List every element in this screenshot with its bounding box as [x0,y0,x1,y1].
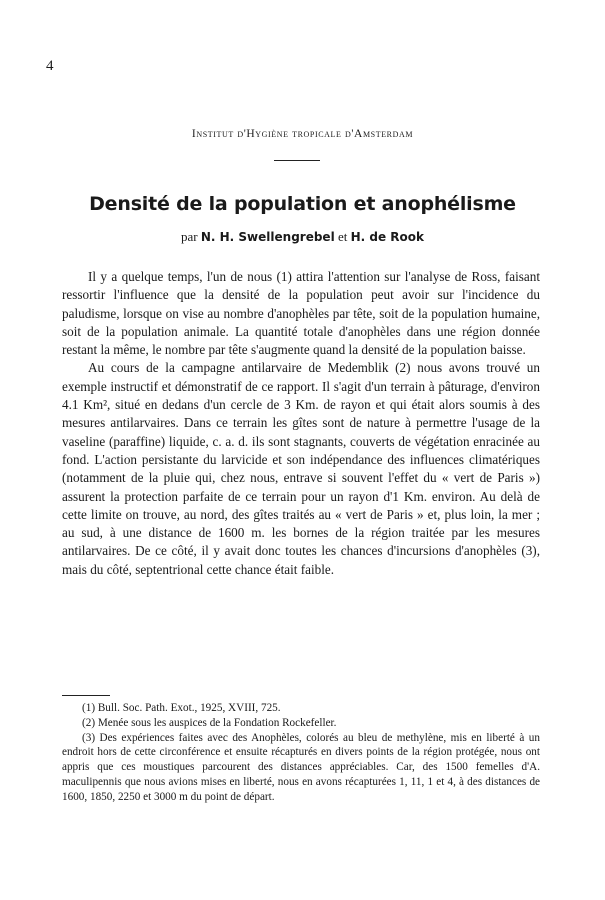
author-2: H. de Rook [350,230,424,244]
footnote: (3) Des expériences faites avec des Anophèles, colorés au bleu de methylène, mis en liberté à un endroit hors de cette circonférence et ensuite récapturés en divers points de la région protégée, nous ont appris que ces moustiques parcourent des distances appréciables. Car, des 1500 femelles d'A. maculipennis que nous avions mises en liberté, nous en avons récapturées 1, 11, 1 et 4, à des distances de 1600, 1850, 2250 et 3000 m du point de départ. [62,731,540,803]
institute-header: Institut d'Hygiène tropicale d'Amsterdam [191,128,414,140]
byline [0,229,605,245]
footnote-divider [62,695,110,696]
article-body [62,268,540,579]
paragraph: Au cours de la campagne antilarvaire de Medemblik (2) nous avons trouvé un exemple instructif et démonstratif de ce rapport. Il s'agit d'un terrain à pâturage, d'environ 4.1 Km², situé en dedans d'un cercle de 3 Km. de rayon et qui était alors soumis à des mesures antilarvaires. Dans ce terrain les gîtes sont de nature à permettre l'usage de la vaseline (paraffine) liquide, c. a. d. ils sont stagnants, couverts de végétation enracinée au fond. L'action persistante du larvicide et son indépendance des influences climatériques (notamment de la pluie qui, chez nous, entrave si souvent l'effet du « vert de Paris ») assurent la protection parfaite de ce terrain pour un rayon d'1 Km. environ. Au delà de cette limite on trouve, au nord, des gîtes traités au « vert de Paris » et, plus loin, la mer ; au sud, à une distance de 1600 m. les bornes de la région traitée par les mesures antilarvaires. De ce côté, il y avait donc toutes les chances d'incursions d'anophèles (3), mais du côté, septentrional cette chance était faible. [62,360,540,577]
footnote: (1) Bull. Soc. Path. Exot., 1925, XVIII, 725. [82,702,281,714]
footnote: (2) Menée sous les auspices de la Fondation Rockefeller. [82,716,337,729]
byline-prefix: par [181,229,198,244]
page-number: 4 [46,58,54,74]
paragraph: Il y a quelque temps, l'un de nous (1) attira l'attention sur l'analyse de Ross, faisant ressortir l'influence que la densité de la population peut avoir sur l'incidence du paludisme, lorsque on vise au nombre d'anophèles par tête, soit de la population humaine, soit de la population animale. La quantité totale d'anophèles dans une région donnée restant la même, le nombre par tête s'augmente quand la densité de la population baisse. [62,269,540,358]
header-divider [274,160,320,161]
footnotes [62,701,540,805]
author-1: N. H. Swellengrebel [200,230,335,244]
article-title: Densité de la population et anophélisme [89,193,516,215]
byline-conjunction: et [337,229,348,244]
